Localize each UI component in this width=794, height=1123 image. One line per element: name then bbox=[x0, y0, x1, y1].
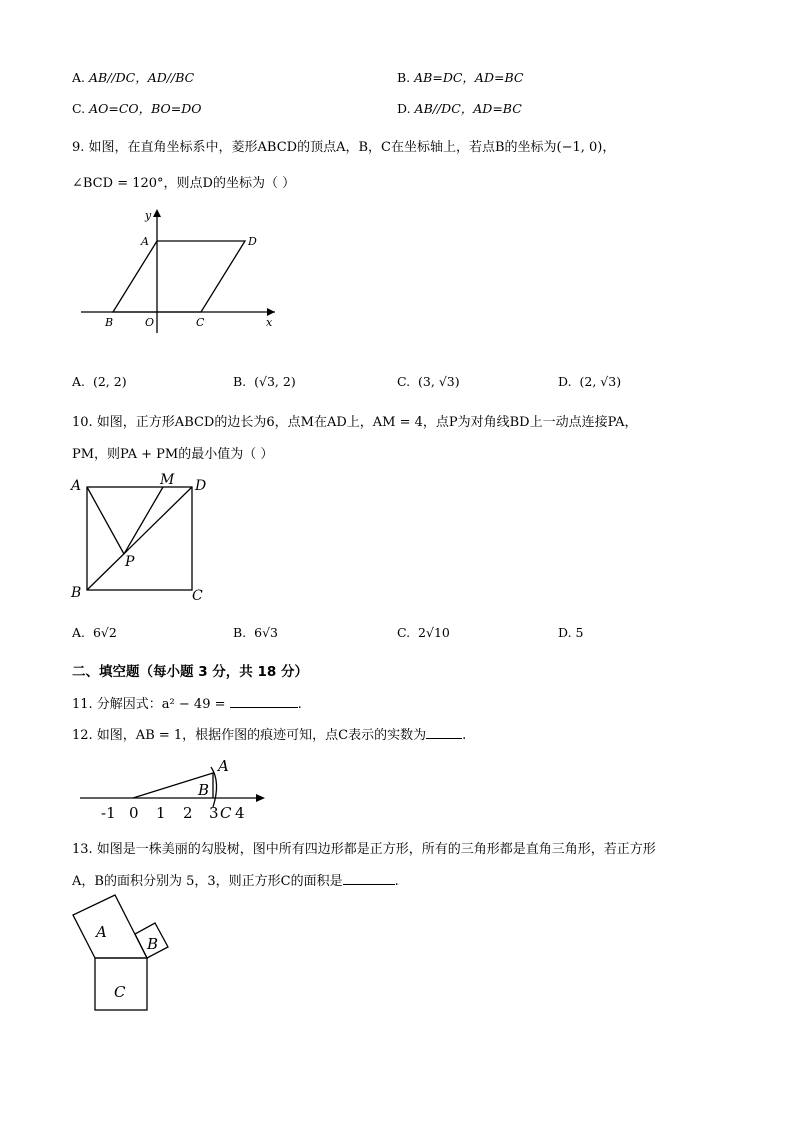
q13-figure-pythagoras-tree bbox=[65, 893, 180, 1018]
q11-answer-blank[interactable] bbox=[230, 707, 298, 708]
q12-tick-neg1: -1 bbox=[101, 804, 116, 822]
q10-label-b: B bbox=[71, 585, 82, 601]
q12-figure-number-line bbox=[75, 755, 270, 825]
q8-option-d: D. AB//DC，AD=BC bbox=[397, 101, 522, 116]
q12-stem: 12. 如图，AB = 1，根据作图的痕迹可知，点C表示的实数为 . bbox=[72, 728, 467, 743]
q9-label-y: y bbox=[145, 209, 152, 222]
q9-label-x: x bbox=[266, 316, 273, 329]
q12-tick-3: 3 bbox=[209, 804, 219, 822]
q10-stem-line1: 10. 如图，正方形ABCD的边长为6，点M在AD上，AM = 4，点P为对角线BD上一动点连接PA， bbox=[72, 415, 638, 430]
section-heading-fill-blank: 二、填空题（每小题 3 分，共 18 分） bbox=[72, 664, 308, 680]
q12-label-b: B bbox=[198, 781, 210, 799]
q12-tick-0: 0 bbox=[129, 804, 139, 822]
q10-figure-square bbox=[66, 468, 216, 608]
q10-label-a: A bbox=[71, 478, 82, 494]
q13-label-a: A bbox=[96, 923, 107, 941]
q12-label-c: C bbox=[220, 804, 232, 822]
q10-segment-pa bbox=[87, 487, 124, 554]
q10-option-b: B. 6√3 bbox=[233, 625, 278, 640]
q10-label-c: C bbox=[192, 588, 203, 604]
q9-y-arrow bbox=[153, 209, 161, 217]
q8-option-a: A. AB//DC，AD//BC bbox=[72, 70, 195, 85]
q8-option-b: B. AB=DC，AD=BC bbox=[397, 70, 524, 85]
q13-stem-line1: 13. 如图是一株美丽的勾股树，图中所有四边形都是正方形，所有的三角形都是直角三角形，若正方形 bbox=[72, 842, 656, 857]
q9-label-c: C bbox=[196, 316, 205, 329]
q12-label-a: A bbox=[218, 757, 229, 775]
q10-stem-line2: PM，则PA + PM的最小值为（ ） bbox=[72, 447, 274, 462]
q9-label-d: D bbox=[248, 235, 257, 248]
q9-stem-line2: ∠BCD = 120°，则点D的坐标为（ ） bbox=[72, 176, 296, 191]
q13-label-b: B bbox=[147, 935, 159, 953]
q9-x-arrow bbox=[267, 308, 275, 316]
q13-stem-line2: A，B的面积分别为 5，3，则正方形C的面积是 . bbox=[72, 874, 399, 889]
q10-label-d: D bbox=[195, 478, 207, 494]
q9-option-b: B. (√3, 2) bbox=[233, 374, 296, 389]
q12-answer-blank[interactable] bbox=[426, 738, 462, 739]
q9-rhombus bbox=[113, 241, 245, 312]
q10-option-d: D. 5 bbox=[558, 625, 584, 640]
q8-option-c: C. AO=CO，BO=DO bbox=[72, 101, 202, 116]
q10-option-a: A. 6√2 bbox=[72, 625, 117, 640]
q9-option-d: D. (2, √3) bbox=[558, 374, 622, 389]
q9-stem-line1: 9. 如图，在直角坐标系中，菱形ABCD的顶点A，B，C在坐标轴上，若点B的坐标为(−1, 0)， bbox=[72, 140, 616, 155]
q12-tick-4: 4 bbox=[235, 804, 245, 822]
q9-label-a: A bbox=[141, 235, 149, 248]
q13-answer-blank[interactable] bbox=[343, 884, 395, 885]
q9-label-o: O bbox=[145, 316, 155, 329]
q9-label-b: B bbox=[105, 316, 114, 329]
q10-label-p: P bbox=[125, 554, 135, 570]
q10-option-c: C. 2√10 bbox=[397, 625, 450, 640]
q10-label-m: M bbox=[160, 472, 175, 488]
q11-stem: 11. 分解因式：a² − 49 = . bbox=[72, 697, 302, 712]
q12-arrow bbox=[256, 794, 265, 802]
q13-label-c: C bbox=[114, 983, 126, 1001]
q10-diagonal-bd bbox=[87, 487, 192, 590]
q9-option-a: A. (2, 2) bbox=[72, 374, 127, 389]
q13-square-a bbox=[73, 895, 147, 958]
q12-tick-1: 1 bbox=[156, 804, 166, 822]
q12-tick-2: 2 bbox=[183, 804, 193, 822]
q9-option-c: C. (3, √3) bbox=[397, 374, 460, 389]
q9-figure-rhombus bbox=[75, 205, 285, 340]
